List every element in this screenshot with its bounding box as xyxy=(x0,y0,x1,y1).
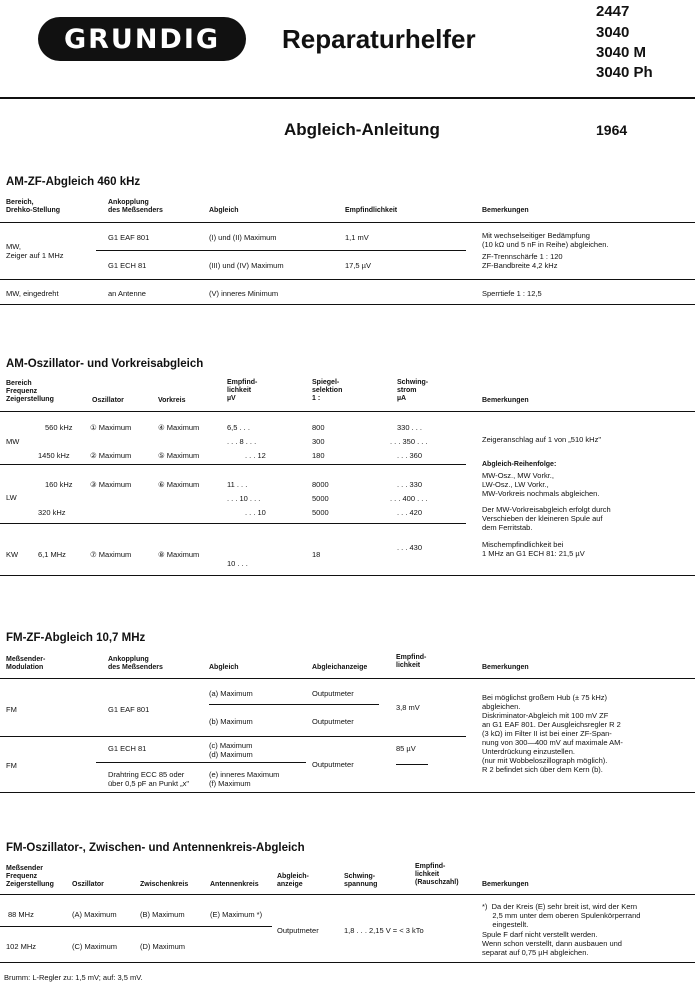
cell: 320 kHz xyxy=(38,508,66,517)
cell: MW-Osz., MW Vorkr., LW-Osz., LW Vorkr., MW-Vorkreis nochmals abgleichen. xyxy=(482,471,600,498)
cell: Spule F darf nicht verstellt werden. Wenn schon verstellt, dann ausbauen und separat auf 0,75 µH abgleichen. xyxy=(482,930,622,957)
table-rule xyxy=(0,279,695,280)
table-rule xyxy=(0,575,695,576)
cell: Outputmeter xyxy=(312,717,354,726)
footer-note: Brumm: L-Regler zu: 1,5 mV; auf: 3,5 mV. xyxy=(4,973,143,982)
cell: ③ Maximum xyxy=(90,480,132,489)
model-number: 3040 M xyxy=(596,44,647,61)
col-header: Schwing- spannung xyxy=(344,873,378,888)
cell: Outputmeter xyxy=(312,689,354,698)
cell: Der MW-Vorkreisabgleich erfolgt durch Verschieben der kleineren Spule auf dem Ferritstab. xyxy=(482,505,611,532)
model-number: 3040 Ph xyxy=(596,64,653,81)
col-header: Abgleich xyxy=(209,664,239,671)
cell: 10 . . . xyxy=(227,559,248,568)
header-divider xyxy=(0,97,695,99)
cell: ⑦ Maximum xyxy=(90,550,132,559)
cell: Drahtring ECC 85 oder über 0,5 pF an Punkt „x" xyxy=(108,770,190,788)
cell: Mischempfindlichkeit bei 1 MHz an G1 ECH 81: 21,5 µV xyxy=(482,540,585,558)
band-label: KW xyxy=(6,550,19,559)
section-title: AM-ZF-Abgleich 460 kHz xyxy=(6,176,141,188)
col-header: Empfind- lichkeit (Rauschzahl) xyxy=(415,863,459,886)
table-rule xyxy=(0,792,695,793)
cell: FM xyxy=(6,761,17,770)
col-header: Bemerkungen xyxy=(482,207,529,214)
col-header: Empfind- lichkeit xyxy=(396,654,427,669)
col-header: Abgleich- anzeige xyxy=(277,873,309,888)
model-number: 2447 xyxy=(596,3,630,20)
band-label: MW xyxy=(6,437,20,446)
cell: . . . 10 xyxy=(245,508,266,517)
cell: (A) Maximum xyxy=(72,910,117,919)
cell: an Antenne xyxy=(108,289,146,298)
section-title: FM-Oszillator-, Zwischen- und Antennenkreis-Abgleich xyxy=(6,842,305,854)
col-header: Spiegel- selektion 1 : xyxy=(312,379,343,402)
cell: 6,5 . . . xyxy=(227,423,250,432)
model-number: 3040 xyxy=(596,24,630,41)
cell: . . . 420 xyxy=(397,508,423,517)
cell: 18 xyxy=(312,550,321,559)
cell: 8000 xyxy=(312,480,329,489)
table-rule xyxy=(0,411,695,412)
cell: . . . 8 . . . xyxy=(227,437,257,446)
cell: Sperrtiefe 1 : 12,5 xyxy=(482,289,542,298)
cell: 5000 xyxy=(312,508,329,517)
col-header: Antennenkreis xyxy=(210,881,259,888)
table-rule xyxy=(0,736,466,737)
cell: (I) und (II) Maximum xyxy=(209,233,277,242)
table-rule xyxy=(0,894,695,895)
cell: ZF-Trennschärfe 1 : 120 ZF-Bandbreite 4,2 kHz xyxy=(482,252,563,270)
cell: 17,5 µV xyxy=(345,261,372,270)
section-title: FM-ZF-Abgleich 10,7 MHz xyxy=(6,632,146,644)
cell: 88 MHz xyxy=(8,910,34,919)
cell: 300 xyxy=(312,437,325,446)
cell: MW, Zeiger auf 1 MHz xyxy=(6,242,64,260)
page-title: Reparaturhelfer xyxy=(282,24,476,54)
cell: ① Maximum xyxy=(90,423,132,432)
col-header: Bemerkungen xyxy=(482,664,529,671)
cell: G1 ECH 81 xyxy=(108,261,147,270)
cell: 6,1 MHz xyxy=(38,550,66,559)
col-header: Empfindlichkeit xyxy=(345,207,398,214)
cell: . . . 400 . . . xyxy=(390,494,428,503)
cell: G1 ECH 81 xyxy=(108,744,147,753)
col-header: Vorkreis xyxy=(158,397,186,404)
cell: (III) und (IV) Maximum xyxy=(209,261,284,270)
subtitle: Abgleich-Anleitung xyxy=(284,120,440,139)
col-header: Ankopplung des Meßsenders xyxy=(108,199,163,214)
cell: G1 EAF 801 xyxy=(108,233,150,242)
cell: 3,8 mV xyxy=(396,703,420,712)
grundig-logo: GRUNDIG xyxy=(38,17,246,61)
col-header: Bereich, Drehko-Stellung xyxy=(6,199,61,214)
cell: . . . 360 xyxy=(397,451,423,460)
table-rule xyxy=(0,304,695,305)
table-rule xyxy=(209,704,379,705)
col-header: Schwing- strom µA xyxy=(397,379,429,402)
col-header: Meßsender Frequenz Zeigerstellung xyxy=(6,865,54,888)
cell: Outputmeter xyxy=(277,926,319,935)
table-rule xyxy=(0,962,695,963)
cell: . . . 10 . . . xyxy=(227,494,261,503)
cell: FM xyxy=(6,705,17,714)
cell: 5000 xyxy=(312,494,329,503)
cell: . . . 12 xyxy=(245,451,266,460)
cell: (V) inneres Minimum xyxy=(209,289,279,298)
cell: 1450 kHz xyxy=(38,451,70,460)
table-rule xyxy=(96,762,306,763)
cell: (E) Maximum *) xyxy=(210,910,263,919)
cell: (C) Maximum xyxy=(72,942,117,951)
col-header: Abgleichanzeige xyxy=(312,664,368,671)
table-rule xyxy=(0,222,695,223)
cell: . . . 430 xyxy=(397,543,423,552)
cell: 11 . . . xyxy=(227,480,248,489)
cell: Mit wechselseitiger Bedämpfung (10 kΩ und 5 nF in Reihe) abgleichen. xyxy=(482,231,609,249)
col-header: Bereich Frequenz Zeigerstellung xyxy=(6,380,54,403)
cell: ④ Maximum xyxy=(158,423,200,432)
col-header: Abgleich xyxy=(209,207,239,214)
cell: (e) inneres Maximum (f) Maximum xyxy=(209,770,280,788)
cell: (c) Maximum (d) Maximum xyxy=(209,741,253,759)
col-header: Meßsender- Modulation xyxy=(6,656,46,671)
cell: . . . 350 . . . xyxy=(390,437,428,446)
table-rule xyxy=(0,926,272,927)
cell: 160 kHz xyxy=(45,480,73,489)
cell: Bei möglichst großem Hub (± 75 kHz) abgleichen. Diskriminator-Abgleich mit 100 mV ZF an G1 EAF 801. Der Ausgleichsregler R 2 (3 kΩ) im Filter II ist bei einer ZF-Span- nung von 300—400 mV auf maximale AM- Unterdrückung einzustellen. (nur mit Wobbeloszillograph möglich). R 2 befindet sich über dem Kern (b). xyxy=(482,693,623,774)
band-label: LW xyxy=(6,493,17,502)
col-header: Ankopplung des Meßsenders xyxy=(108,656,163,671)
cell: 85 µV xyxy=(396,744,416,753)
cell: (D) Maximum xyxy=(140,942,185,951)
col-header: Bemerkungen xyxy=(482,881,529,888)
cell: Zeigeranschlag auf 1 von „510 kHz" xyxy=(482,435,601,444)
col-header: Oszillator xyxy=(72,881,104,888)
cell: ② Maximum xyxy=(90,451,132,460)
cell: 560 kHz xyxy=(45,423,73,432)
cell: G1 EAF 801 xyxy=(108,705,150,714)
cell: 330 . . . xyxy=(397,423,423,432)
table-rule xyxy=(96,250,466,251)
cell: 800 xyxy=(312,423,325,432)
col-header: Bemerkungen xyxy=(482,397,529,404)
table-rule xyxy=(396,764,428,765)
table-rule xyxy=(0,464,466,465)
cell: . . . 330 xyxy=(397,480,423,489)
cell: ⑤ Maximum xyxy=(158,451,200,460)
cell: (B) Maximum xyxy=(140,910,185,919)
cell: 1,1 mV xyxy=(345,233,369,242)
col-header: Zwischenkreis xyxy=(140,881,189,888)
table-rule xyxy=(0,678,695,679)
cell: 180 xyxy=(312,451,325,460)
cell: Abgleich-Reihenfolge: xyxy=(482,461,557,468)
table-rule xyxy=(0,523,466,524)
col-header: Oszillator xyxy=(92,397,124,404)
col-header: Empfind- lichkeit µV xyxy=(227,379,258,402)
cell: 1,8 . . . 2,15 V = < 3 kTo xyxy=(344,926,424,935)
cell: Outputmeter xyxy=(312,760,354,769)
cell: (a) Maximum xyxy=(209,689,253,698)
cell: ⑥ Maximum xyxy=(158,480,200,489)
cell: 102 MHz xyxy=(6,942,37,951)
cell: ⑧ Maximum xyxy=(158,550,200,559)
year: 1964 xyxy=(596,122,628,138)
cell: MW, eingedreht xyxy=(6,289,59,298)
section-title: AM-Oszillator- und Vorkreisabgleich xyxy=(6,358,204,370)
cell: (b) Maximum xyxy=(209,717,253,726)
cell: *) Da der Kreis (E) sehr breit ist, wird der Kern 2,5 mm unter dem oberen Spulenkörperrand eingestellt. xyxy=(482,902,641,929)
